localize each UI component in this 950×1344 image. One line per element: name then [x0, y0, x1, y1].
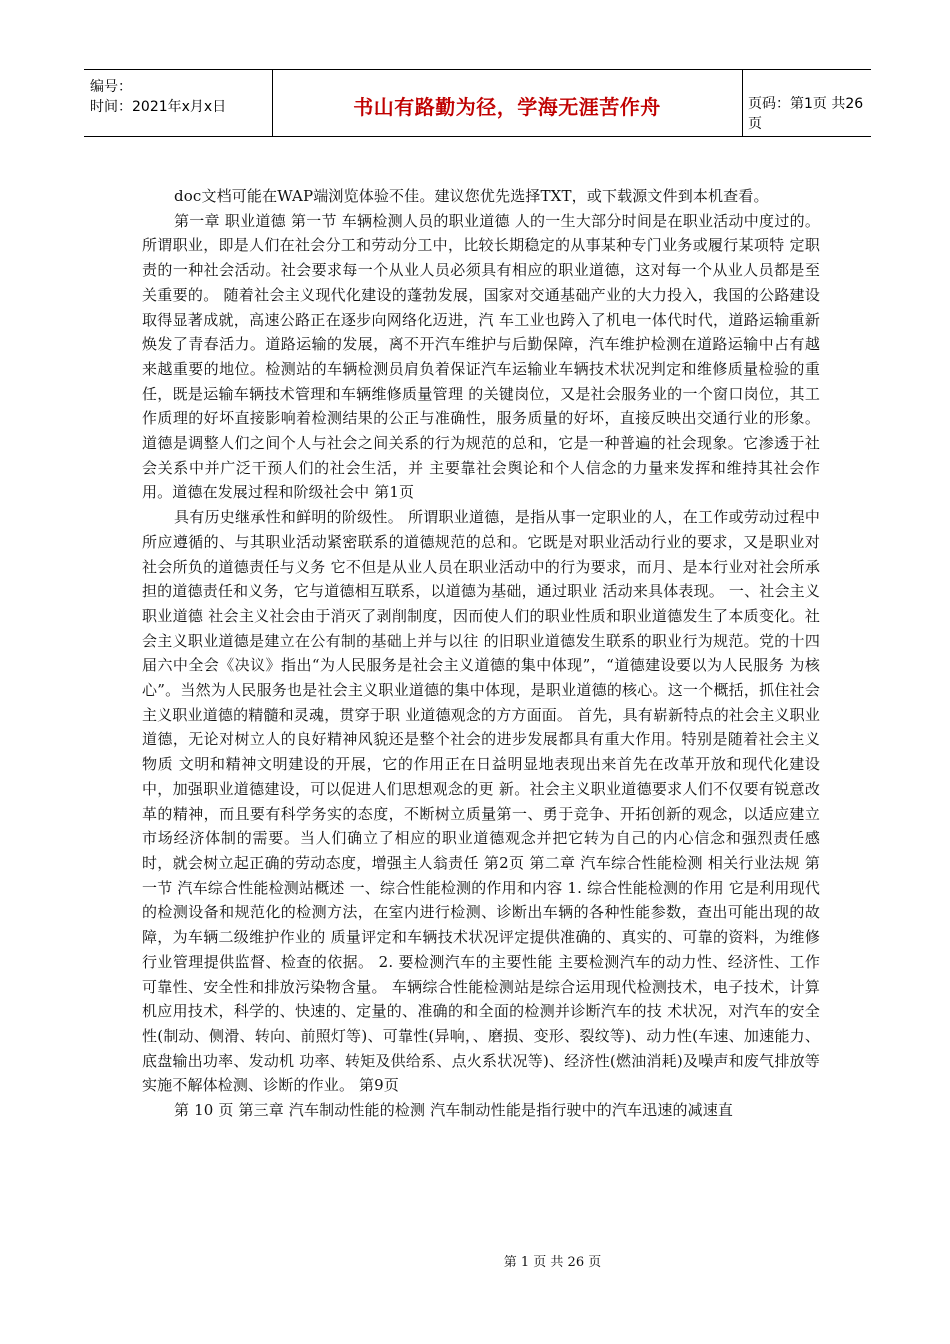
paragraph: 第一章 职业道德 第一节 车辆检测人员的职业道德 人的一生大部分时间是在职业活动中度过的。所谓职业，即是人们在社会分工和劳动分工中，比较长期稳定的从事某种专门业务或履行某项特 定职责的一种社会活动。社会要求每一个从业人员必须具有相应的职业道德，这对每一个从业人员都是至关重要的。 随着社会主义现代化建设的蓬勃发展，国家对交通基础产业的大力投入，我国的公路建设取得显著成就，高速公路正在逐步向网络化迈进，汽 车工业也跨入了机电一体代时代，道路运输重新焕发了青春活力。道路运输的发展，离不开汽车维护与后勤保障，汽车维护检测在道路运输中占有越 来越重要的地位。检测站的车辆检测员肩负着保证汽车运输业车辆技术状况判定和维修质量检验的重任，既是运输车辆技术管理和车辆维修质量管理 的关键岗位，又是社会服务业的一个窗口岗位，其工作质理的好坏直接影响着检测结果的公正与准确性，服务质量的好坏，直接反映出交通行业的形象。 道德是调整人们之间个人与社会之间关系的行为规范的总和，它是一种普遍的社会现象。它渗透于社会关系中并广泛干预人们的社会生活，并 主要靠社会舆论和个人信念的力量来发挥和维持其社会作用。道德在发展过程和阶级社会中 第1页 [142, 211, 820, 502]
document-time-label: 时间：2021年x月x日 [90, 99, 227, 115]
paragraph: 第 10 页 第三章 汽车制动性能的检测 汽车制动性能是指行驶中的汽车迅速的减速直 [174, 1101, 734, 1120]
header-motto: 书山有路勤为径，学海无涯苦作舟 [353, 95, 661, 119]
header-motto-cell [272, 70, 743, 136]
page-footer [0, 1251, 950, 1270]
header-page-cell [742, 70, 871, 136]
document-body [142, 184, 820, 1123]
footer-page-number: 第 1 页 共 26 页 [503, 1255, 602, 1270]
header-page-label: 页码：第1页 共26页 [748, 96, 864, 132]
paragraph-notice: doc文档可能在WAP端浏览体验不佳。建议您优先选择TXT，或下载源文件到本机查看。 [174, 187, 769, 205]
document-header [84, 69, 871, 137]
paragraph: 具有历史继承性和鲜明的阶级性。 所谓职业道德，是指从事一定职业的人，在工作或劳动过程中所应遵循的、与其职业活动紧密联系的道德规范的总和。它既是对职业活动行业的要求，又是职业对社会所负的道德责任与义务 它不但是从业人员在职业活动中的行为要求，而月、是本行业对社会所承担的道德责任和义务，它与道德相互联系，以道德为基础，通过职业 活动来具体表现。 一、社会主义职业道德 社会主义社会由于消灭了剥削制度，因而使人们的职业性质和职业道德发生了本质变化。社会主义职业道德是建立在公有制的基础上并与以往 的旧职业道德发生联系的职业行为规范。党的十四届六中全会《决议》指出“为人民服务是社会主义道德的集中体现”，“道德建设要以为人民服务 为核心”。当然为人民服务也是社会主义职业道德的集中体现，是职业道德的核心。这一个概括，抓住社会主义职业道德的精髓和灵魂，贯穿于职 业道德观念的方方面面。 首先，具有崭新特点的社会主义职业道德，无论对树立人的良好精神风貌还是整个社会的进步发展都具有重大作用。特别是随着社会主义物质 文明和精神文明建设的开展，它的作用正在日益明显地表现出来首先在改革开放和现代化建设中，加强职业道德建设，可以促进人们思想观念的更 新。社会主义职业道德要求人们不仅要有锐意改革的精神，而且要有科学务实的态度，不断树立质量第一、勇于竞争、开拓创新的观念，以适应建立 市场经济体制的需要。当人们确立了相应的职业道德观念并把它转为自己的内心信念和强烈责任感时，就会树立起正确的劳动态度，增强主人翁责任 第2页 第二章 汽车综合性能检测 相关行业法规 第一节 汽车综合性能检测站概述 一、综合性能检测的作用和内容 1. 综合性能检测的作用 它是利用现代的检测设备和规范化的检测方法，在室内进行检测、诊断出车辆的各种性能参数，查出可能出现的故障，为车辆二级维护作业的 质量评定和车辆技术状况评定提供准确的、真实的、可靠的资料，为维修行业管理提供监督、检查的依据。 2. 要检测汽车的主要性能 主要检测汽车的动力性、经济性、工作可靠性、安全性和排放污染物含量。 车辆综合性能检测站是综合运用现代检测技术，电子技术，计算机应用技术，科学的、快速的、定量的、准确的和全面的检测并诊断汽车的技 术状况，对汽车的安全性(制动、侧滑、转向、前照灯等)、可靠性(异响，、磨损、变形、裂纹等)、动力性(车速、加速能力、底盘输出功率、发动机 功率、转矩及供给系、点火系状况等)、经济性(燃油消耗)及噪声和废气排放等实施不解体检测、诊断的作业。 第9页 [142, 508, 820, 1095]
header-info-cell [84, 70, 273, 136]
document-number-label: 编号： [90, 79, 132, 95]
